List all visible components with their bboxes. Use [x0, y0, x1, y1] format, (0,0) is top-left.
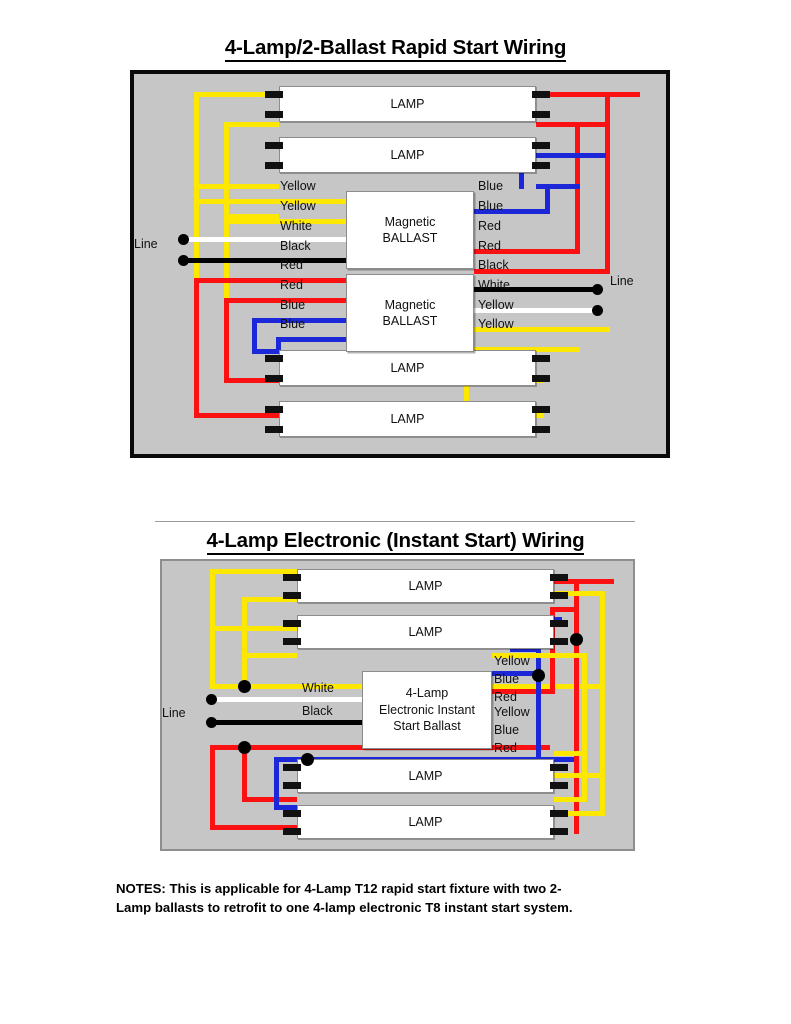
lamp-pin: [283, 592, 301, 599]
wire-white2-line: [210, 697, 367, 702]
diagram1-title: [0, 36, 791, 60]
wire-label-right2-2: Red: [494, 690, 517, 704]
wire-red-left-outer-v: [194, 278, 199, 418]
wire-label-right-1: Blue: [478, 199, 504, 213]
lamp-label: LAMP: [408, 769, 443, 783]
wire-label-right-0: Blue: [478, 179, 504, 193]
lamp-pin: [550, 620, 568, 627]
diagram2-panel: [160, 559, 635, 851]
wire-label-left-4: Red: [280, 258, 303, 272]
ballast-line1: Magnetic: [384, 214, 436, 229]
lamp-pin: [283, 782, 301, 789]
wire-yellow2-right-inner-bot2: [554, 751, 587, 756]
lamp-pin: [265, 142, 283, 149]
wire-label-right-3: Red: [478, 239, 501, 253]
diagram2-title: [0, 529, 791, 553]
diagram1-panel: [130, 70, 670, 458]
wire-yellow2-right-outer-bot: [554, 773, 605, 778]
lamp-pin: [283, 764, 301, 771]
junction-dot-blue-right: [532, 669, 545, 682]
wire-blue-left-inner-h: [276, 337, 346, 342]
lamp-pin: [532, 162, 550, 169]
line-terminal-dot-left-black: [178, 255, 189, 266]
wire-yellow-left-inner-top: [224, 122, 279, 127]
wire-blue-right-inner-top: [536, 153, 606, 158]
wire-label-right2-4: Blue: [494, 723, 520, 737]
diagram2-line-left-label: Line: [162, 706, 186, 720]
wire-label-left-2: White: [280, 219, 312, 233]
junction-dot-red-left: [238, 741, 251, 754]
wire-label-right2-0: Yellow: [494, 654, 530, 668]
wire-blue2-left-outer-v: [274, 757, 279, 810]
lamp-pin: [532, 426, 550, 433]
lamp-pin: [283, 810, 301, 817]
lamp-pin: [283, 574, 301, 581]
lamp-pin: [550, 810, 568, 817]
wire-label-right-7: Yellow: [478, 317, 514, 331]
notes-line-1: NOTES: This is applicable for 4-Lamp T12 rapid start fixture with two 2-: [116, 881, 562, 896]
diagram1-line-right-label: Line: [610, 274, 634, 288]
wire-red-right-outer-v: [605, 92, 610, 274]
lamp-pin: [550, 782, 568, 789]
diagram1-ballast-2: [346, 274, 474, 352]
diagram2-lamp-3: [297, 759, 554, 793]
diagram2-title-text: 4-Lamp Electronic (Instant Start) Wiring: [207, 529, 585, 555]
lamp-pin: [550, 764, 568, 771]
diagram1-title-text: 4-Lamp/2-Ballast Rapid Start Wiring: [225, 36, 566, 62]
wire-label-right-2: Red: [478, 219, 501, 233]
lamp-pin: [265, 375, 283, 382]
lamp-pin: [283, 638, 301, 645]
lamp-pin: [532, 111, 550, 118]
ballast-line1: 4-Lamp: [405, 686, 449, 701]
section-divider: [155, 521, 635, 522]
wire-label-right-6: Yellow: [478, 298, 514, 312]
wire-red2-left-outer-v: [210, 745, 215, 830]
lamp-pin: [532, 142, 550, 149]
lamp-label: LAMP: [408, 625, 443, 639]
wire-red-right-inner-top: [536, 122, 610, 127]
line-terminal-dot-right-black: [592, 284, 603, 295]
diagram2-lamp-2: [297, 615, 554, 649]
lamp-pin: [532, 375, 550, 382]
lamp-pin: [532, 91, 550, 98]
wire-label-right2-3: Yellow: [494, 705, 530, 719]
junction-dot-red-right: [570, 633, 583, 646]
wire-yellow2-left-inner-mid: [242, 653, 297, 658]
line-terminal-dot-right-white: [592, 305, 603, 316]
lamp-label: LAMP: [408, 579, 443, 593]
notes-line-2: Lamp ballasts to retrofit to one 4-lamp electronic T8 instant start system.: [116, 900, 573, 916]
lamp-label: LAMP: [390, 361, 425, 375]
wire-black2-line: [210, 720, 367, 725]
diagram2-lamp-1: [297, 569, 554, 603]
lamp-pin: [532, 355, 550, 362]
wire-red2-right-v: [574, 579, 579, 834]
lamp-pin: [265, 162, 283, 169]
wire-yellow2-right-inner-bot: [554, 797, 587, 802]
wire-red-left-outer-b: [194, 413, 279, 418]
diagram1-lamp-3: [279, 350, 536, 386]
wire-label-left-5: Red: [280, 278, 303, 292]
lamp-label: LAMP: [390, 97, 425, 111]
lamp-pin: [265, 426, 283, 433]
lamp-pin: [532, 406, 550, 413]
wire-red2-right-mid-h: [554, 607, 579, 612]
wire-label-right-4: Black: [478, 258, 509, 272]
ballast-line2: BALLAST: [382, 314, 438, 328]
diagram1-lamp-1: [279, 86, 536, 122]
line-terminal-dot-left-white-2: [206, 694, 217, 705]
diagram1-ballast-1: [346, 191, 474, 269]
diagram2-lamp-4: [297, 805, 554, 839]
wire-label-left-3: Black: [280, 239, 311, 253]
ballast-line1: Magnetic: [384, 297, 436, 312]
wire-label-left-1: Yellow: [280, 199, 316, 213]
line-terminal-dot-left-black-2: [206, 717, 217, 728]
wire-label-left-0: Yellow: [280, 179, 316, 193]
lamp-pin: [550, 828, 568, 835]
wire-blue-left-outer-b: [252, 349, 279, 354]
wire-red-left-inner-v: [224, 298, 229, 383]
diagram1-line-left-label: Line: [134, 237, 158, 251]
wire-yellow2-left-inner-v: [242, 597, 247, 689]
wire-label-left-6: Blue: [280, 298, 306, 312]
lamp-pin: [265, 91, 283, 98]
lamp-pin: [550, 638, 568, 645]
wire-label-left2-1: Black: [302, 704, 333, 718]
ballast-line3: Start Ballast: [393, 719, 461, 734]
wire-yellow2-right-inner-v: [582, 653, 587, 801]
lamp-pin: [283, 620, 301, 627]
lamp-pin: [550, 592, 568, 599]
wire-label-right-5: White: [478, 278, 510, 292]
wire-white-line: [182, 237, 346, 242]
lamp-pin: [265, 111, 283, 118]
lamp-label: LAMP: [390, 148, 425, 162]
lamp-pin: [283, 828, 301, 835]
junction-dot-yellow-left: [238, 680, 251, 693]
wire-yellow-left-outer-mid: [194, 184, 279, 189]
wire-label-right2-5: Red: [494, 741, 517, 755]
junction-dot-blue-left: [301, 753, 314, 766]
diagram2-ballast: [362, 671, 492, 749]
ballast-line2: Electronic Instant: [379, 702, 475, 717]
lamp-label: LAMP: [408, 815, 443, 829]
wire-red-left-outer-h: [194, 278, 346, 283]
lamp-label: LAMP: [390, 412, 425, 426]
wire-label-left2-0: White: [302, 681, 334, 695]
wire-yellow-to-ballast-1: [194, 199, 346, 204]
wire-label-right2-1: Blue: [494, 672, 520, 686]
wire-black-line: [182, 258, 346, 263]
wire-yellow2-right-outer-v: [600, 591, 605, 816]
wire-red-right-outer-top: [536, 92, 640, 97]
wire-red2-left-inner-bot: [242, 797, 297, 802]
lamp-pin: [550, 574, 568, 581]
ballast-line2: BALLAST: [382, 231, 438, 245]
notes-block: [116, 879, 686, 917]
lamp-pin: [265, 406, 283, 413]
diagram1-lamp-2: [279, 137, 536, 173]
wire-label-left-7: Blue: [280, 317, 306, 331]
diagram1-lamp-4: [279, 401, 536, 437]
lamp-pin: [265, 355, 283, 362]
line-terminal-dot-left-white: [178, 234, 189, 245]
wire-blue-right-outer-top: [536, 184, 580, 189]
